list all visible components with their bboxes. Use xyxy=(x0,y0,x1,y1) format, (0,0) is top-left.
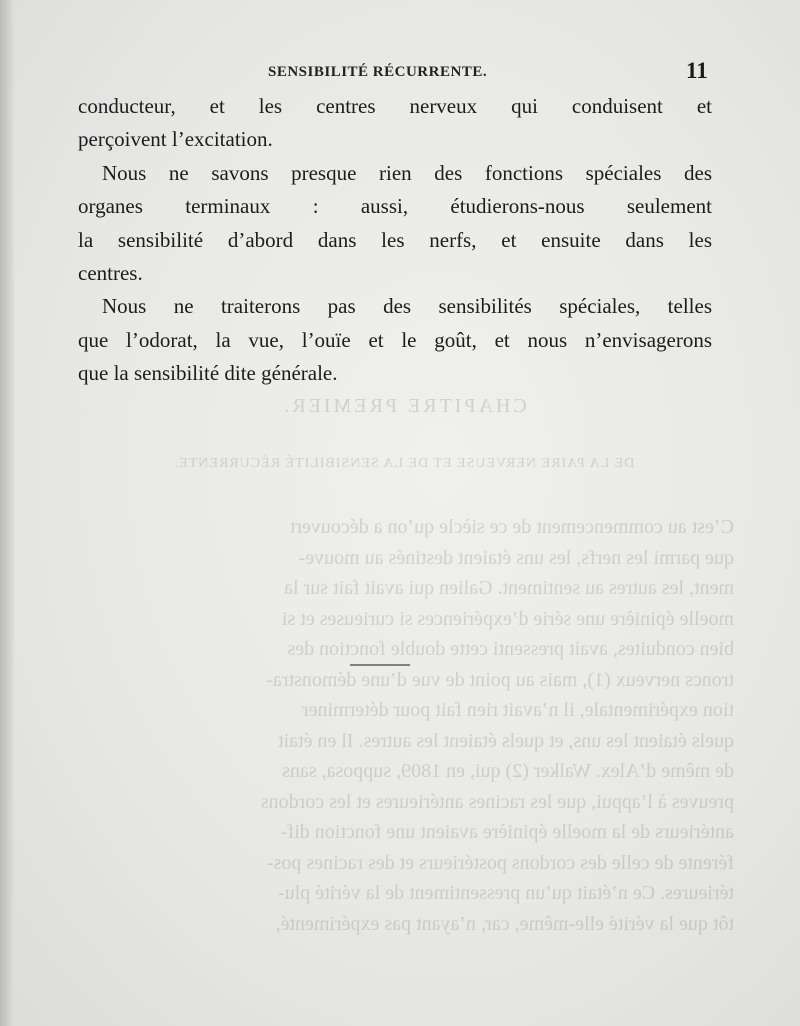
text-line: Nous ne traiterons pas des sensibilités spéciales, telles xyxy=(102,294,712,319)
text-line: que la sensibilité dite générale. xyxy=(78,361,338,386)
running-title: SENSIBILITÉ RÉCURRENTE. xyxy=(268,64,488,80)
paragraph-2 xyxy=(78,157,712,291)
text-line: organes terminaux : aussi, étudierons-nous seulement xyxy=(78,194,712,219)
text-line: centres. xyxy=(78,261,143,286)
page-header xyxy=(0,58,800,88)
show-through-text: CHAPITRE PREMIER. DE LA PAIRE NERVEUSE ET DE LA SENSIBILITÉ RÉCURRENTE. C’est au commencement de ce siècle qu’on a découvert que parmi les nerfs, les uns étaient destinés au mouve- ment, les autres au sentiment. Galien qui avait fait sur la moelle épinière une série d’expériences si curieuses et si bien conduites, avait pressenti cette double fonction des troncs nerveux (1), mais au point de vue d’une démonstra- tion expérimentale, il n’avait rien fait pour déterminer quels étaient les uns, et quels étaient les autres. Il en était de même d’Alex. Walker (2) qui, en 1809, supposa, sans preuves à l’appui, que les racines antérieures et les cordons antérieurs de la moelle épinière avaient une fonction dif- férente de celle des cordons postérieurs et des racines pos- térieures. Ce n’était qu’un pressentiment de la vérité plu- tôt que la vérité elle-même, car, n’ayant pas expérimenté, xyxy=(173,395,734,935)
text-line: que l’odorat, la vue, l’ouïe et le goût, et nous n’envisagerons xyxy=(78,327,712,352)
paragraph-3 xyxy=(78,290,712,390)
paragraph-1 xyxy=(78,90,712,157)
text-line: la sensibilité d’abord dans les nerfs, et ensuite dans les xyxy=(78,227,712,252)
ink-smudge xyxy=(350,664,410,666)
body-text xyxy=(78,90,712,391)
text-line: perçoivent l’excitation. xyxy=(78,127,273,152)
text-line: conducteur, et les centres nerveux qui conduisent et xyxy=(78,94,712,118)
text-line: Nous ne savons presque rien des fonctions spéciales des xyxy=(102,160,712,185)
page-edge-shadow xyxy=(0,0,14,1026)
page-number: 11 xyxy=(686,58,708,83)
